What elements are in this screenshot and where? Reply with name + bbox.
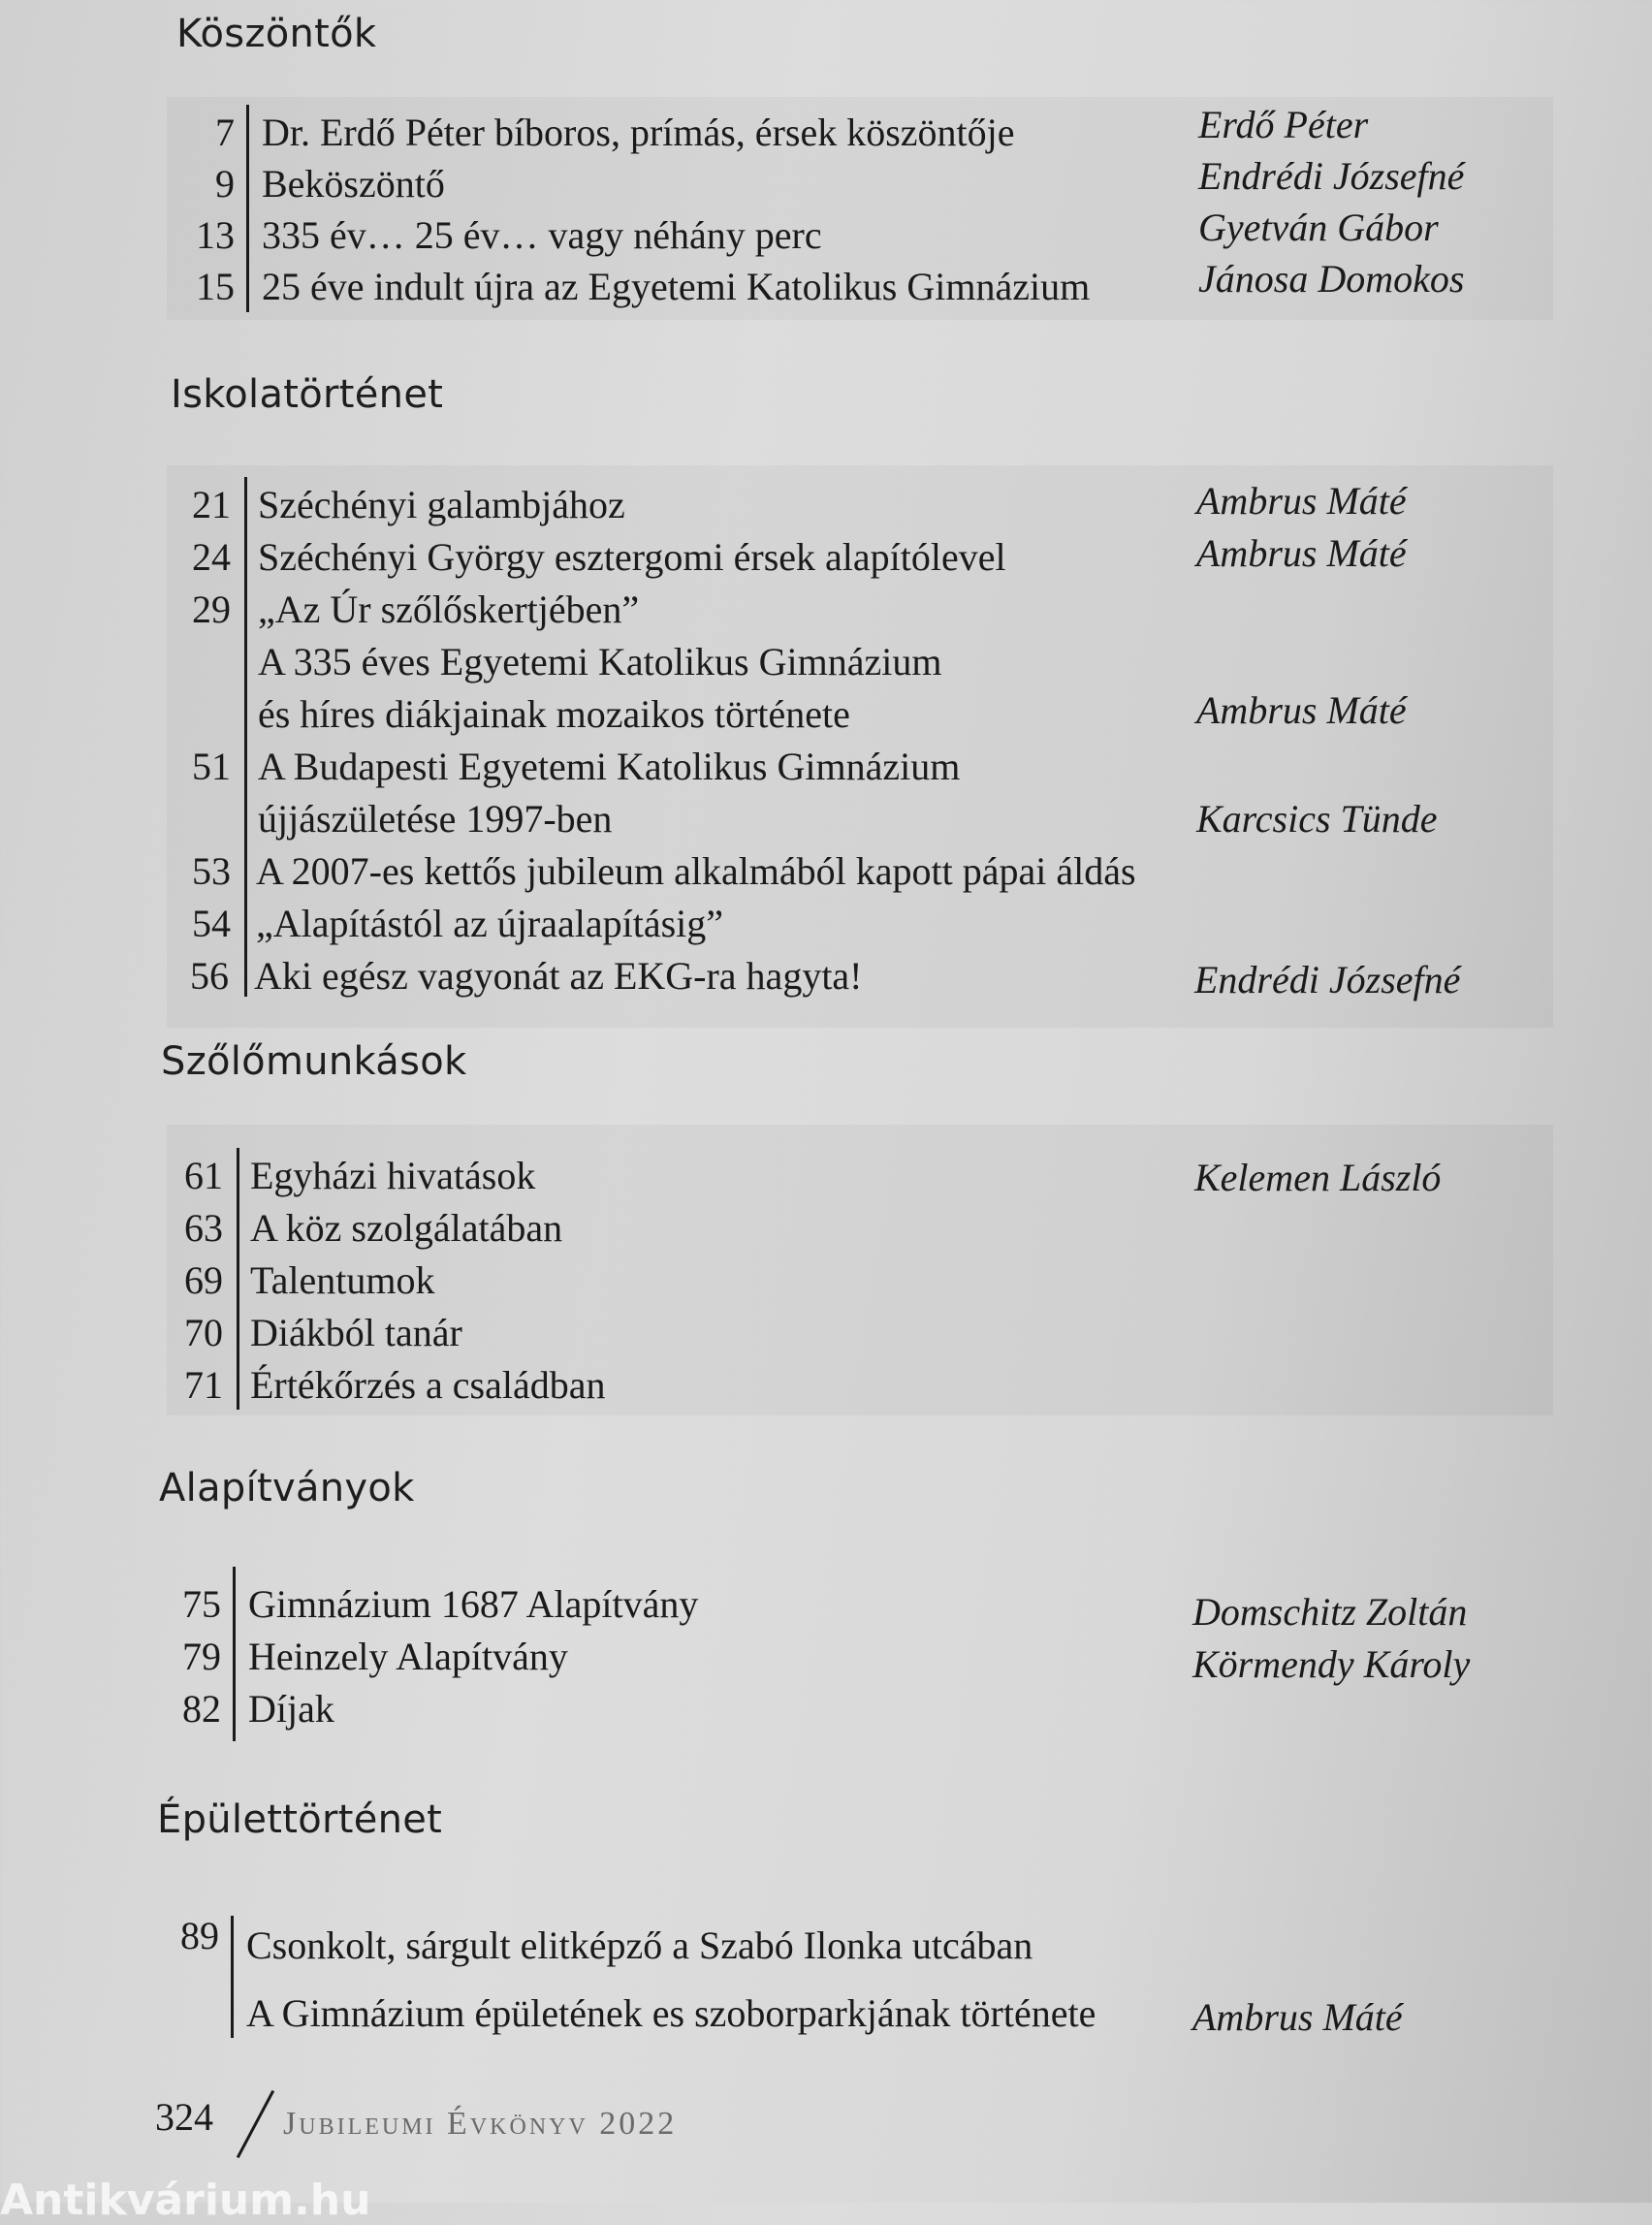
footer-publication-title: Jubileumi Évkönyv 2022	[283, 2106, 678, 2142]
entry-title: Értékőrzés a családban	[250, 1363, 606, 1407]
entry-author: Endrédi Józsefné	[1198, 154, 1465, 198]
toc-entry[interactable]	[0, 741, 1652, 793]
toc-entry[interactable]	[0, 584, 1652, 636]
entry-title: és híres diákjainak mozaikos története	[258, 692, 850, 736]
entry-page: 15	[196, 265, 235, 308]
entry-author: Jánosa Domokos	[1198, 257, 1465, 301]
toc-entry[interactable]	[0, 898, 1652, 950]
section-title: Köszöntők	[176, 12, 377, 56]
section-title: Iskolatörténet	[171, 372, 444, 417]
entry-title: Diákból tanár	[250, 1311, 462, 1354]
entry-page: 82	[182, 1687, 221, 1731]
toc-entry[interactable]	[0, 257, 1652, 313]
toc-entry[interactable]	[0, 1255, 1652, 1307]
toc-entry[interactable]	[0, 531, 1652, 584]
section-title: Szőlőmunkások	[161, 1039, 467, 1084]
entry-title: Heinzely Alapítvány	[248, 1635, 568, 1678]
toc-entry[interactable]	[0, 688, 1652, 741]
entry-author: Ambrus Máté	[1196, 688, 1407, 732]
entry-author: Ambrus Máté	[1196, 531, 1407, 575]
entry-page: 54	[192, 902, 231, 945]
footer-divider	[237, 2090, 274, 2158]
entry-title: Csonkolt, sárgult elitképző a Szabó Ilonka utcában	[246, 1923, 1033, 1967]
entry-author: Körmendy Károly	[1192, 1642, 1471, 1686]
toc-entry[interactable]	[0, 1307, 1652, 1359]
toc-entry[interactable]	[0, 1359, 1652, 1412]
entry-title: Díjak	[248, 1687, 334, 1731]
entry-page: 71	[184, 1363, 223, 1407]
toc-entry[interactable]	[0, 1914, 1652, 1972]
entry-page: 61	[184, 1154, 223, 1197]
entry-page: 24	[192, 535, 231, 579]
toc-entry[interactable]	[0, 793, 1652, 845]
entry-author: Endrédi Józsefné	[1194, 958, 1461, 1001]
entry-page: 53	[192, 849, 231, 893]
entry-title: Dr. Erdő Péter bíboros, prímás, érsek köszöntője	[262, 111, 1015, 154]
footer-page-number: 324	[155, 2095, 213, 2139]
entry-page: 89	[180, 1914, 219, 1957]
entry-author: Ambrus Máté	[1196, 479, 1407, 523]
entry-title: Aki egész vagyonát az EKG-ra hagyta!	[254, 954, 863, 998]
entry-title: Talentumok	[250, 1258, 435, 1302]
entry-page: 7	[215, 111, 235, 154]
toc-entry[interactable]	[0, 950, 1652, 1002]
entry-page: 79	[182, 1635, 221, 1678]
entry-page: 56	[190, 954, 229, 998]
entry-page: 29	[192, 588, 231, 631]
toc-entry[interactable]	[0, 1683, 1652, 1735]
entry-title: Széchényi galambjához	[258, 483, 625, 526]
entry-title: „Alapítástól az újraalapításig”	[256, 902, 724, 945]
entry-author: Domschitz Zoltán	[1192, 1590, 1468, 1634]
toc-entry[interactable]	[0, 1202, 1652, 1255]
entry-title: A Budapesti Egyetemi Katolikus Gimnázium	[258, 745, 961, 788]
toc-entry[interactable]	[0, 1150, 1652, 1202]
entry-title: „Az Úr szőlőskertjében”	[258, 588, 640, 631]
entry-title: 335 év… 25 év… vagy néhány perc	[262, 213, 822, 257]
entry-title: A 2007-es kettős jubileum alkalmából kapott pápai áldás	[256, 849, 1136, 893]
entry-author: Erdő Péter	[1198, 103, 1369, 146]
entry-author: Karcsics Tünde	[1196, 797, 1438, 841]
toc-entry[interactable]	[0, 1987, 1652, 2040]
entry-author: Kelemen László	[1194, 1156, 1442, 1199]
toc-entry[interactable]	[0, 845, 1652, 898]
entry-author: Gyetván Gábor	[1198, 206, 1439, 249]
entry-page: 63	[184, 1206, 223, 1250]
entry-title: Gimnázium 1687 Alapítvány	[248, 1582, 699, 1626]
entry-page: 51	[192, 745, 231, 788]
entry-title: A köz szolgálatában	[250, 1206, 563, 1250]
entry-title: újjászületése 1997-ben	[258, 797, 613, 841]
entry-title: Széchényi György esztergomi érsek alapítólevel	[258, 535, 1006, 579]
toc-entry[interactable]	[0, 479, 1652, 531]
entry-title: Beköszöntő	[262, 162, 445, 206]
section-title: Alapítványok	[159, 1466, 415, 1510]
watermark: Antikvárium.hu	[0, 2176, 371, 2225]
section-title: Épülettörténet	[157, 1797, 443, 1842]
entry-title: 25 éve indult újra az Egyetemi Katolikus Gimnázium	[262, 265, 1091, 308]
entry-title: Egyházi hivatások	[250, 1154, 536, 1197]
toc-entry[interactable]	[0, 1631, 1652, 1686]
entry-page: 9	[215, 162, 235, 206]
toc-entry[interactable]	[0, 1578, 1652, 1634]
entry-title: A Gimnázium épületének es szoborparkjának története	[246, 1991, 1096, 2035]
entry-page: 75	[182, 1582, 221, 1626]
entry-title: A 335 éves Egyetemi Katolikus Gimnázium	[258, 640, 942, 683]
entry-page: 69	[184, 1258, 223, 1302]
entry-page: 70	[184, 1311, 223, 1354]
entry-page: 13	[196, 213, 235, 257]
entry-page: 21	[192, 483, 231, 526]
toc-entry[interactable]	[0, 636, 1652, 688]
entry-author: Ambrus Máté	[1192, 1995, 1403, 2039]
